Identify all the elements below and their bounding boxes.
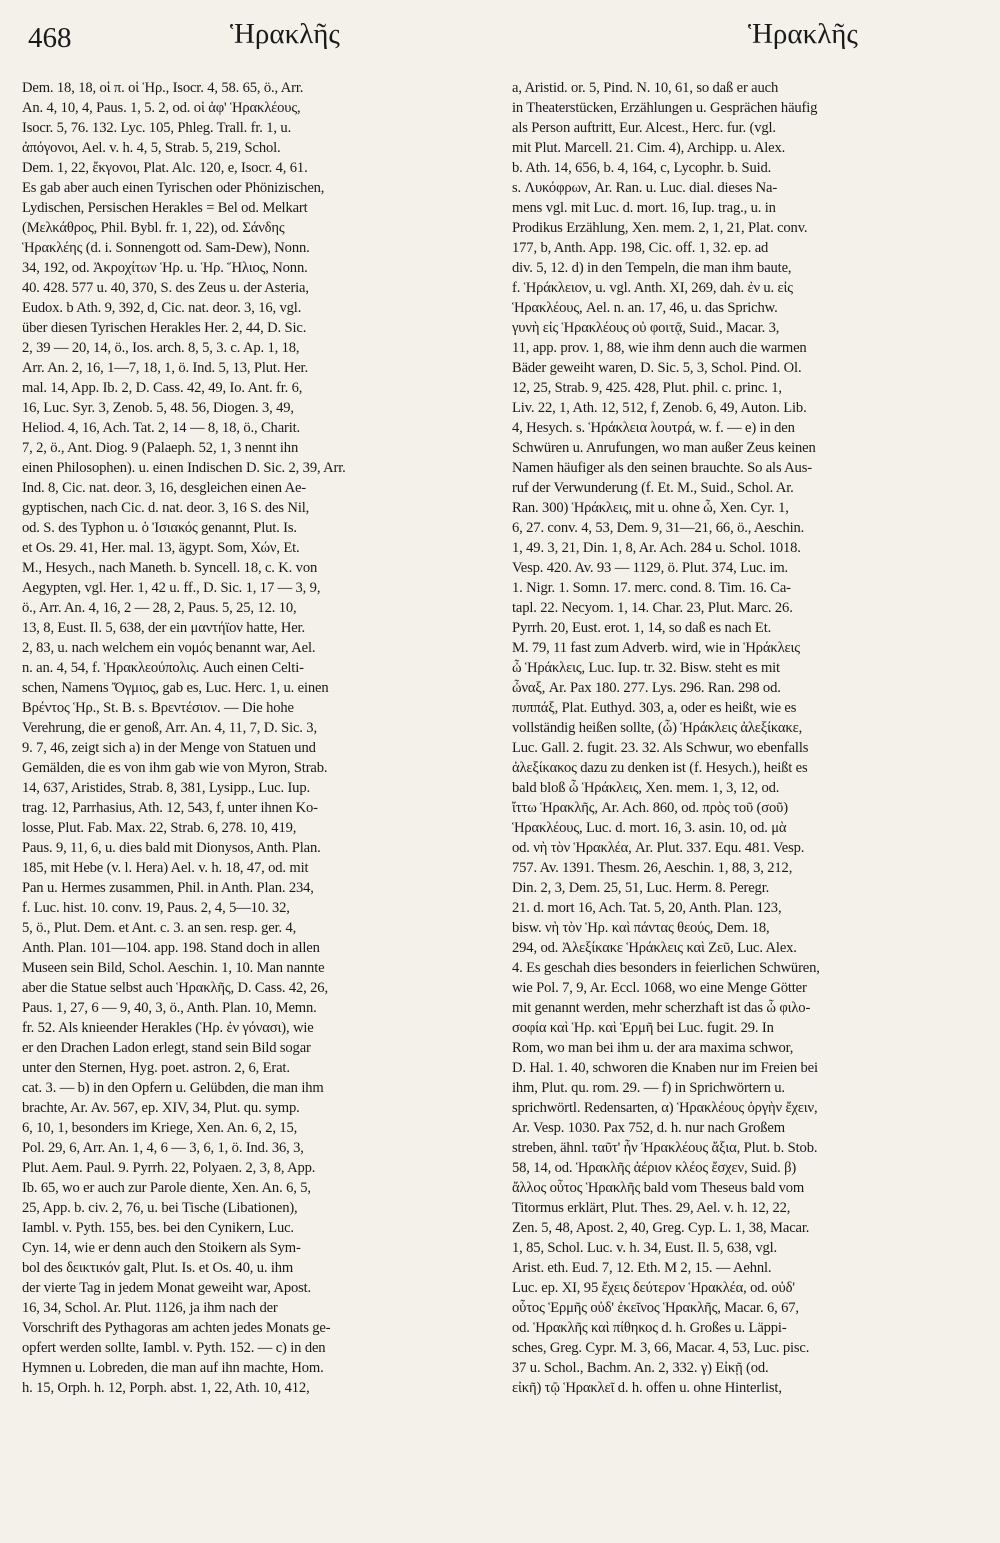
text-line: 34, 192, od. Ἀκροχίτων Ἡρ. u. Ἡρ. Ἥλιος, Nonn.	[22, 260, 308, 276]
text-line: sches, Greg. Cypr. M. 3, 66, Macar. 4, 53, Luc. pisc.	[512, 1340, 810, 1356]
text-line: Isocr. 5, 76. 132. Lyc. 105, Phleg. Trall. fr. 1, u.	[22, 120, 292, 136]
running-head-right: Ἡρακλῆς	[748, 18, 858, 50]
text-line: Βρέντος Ἡρ., St. B. s. Βρεντέσιον. — Die hohe	[22, 700, 294, 716]
text-line: 2, 39 — 20, 14, ö., Ios. arch. 8, 5, 3. c. Ap. 1, 18,	[22, 340, 300, 356]
text-line: der vierte Tag in jedem Monat geweiht war, Apost.	[22, 1280, 312, 1296]
text-line: Ind. 8, Cic. nat. deor. 3, 16, desgleichen einen Ae-	[22, 480, 306, 496]
text-line: f. Luc. hist. 10. conv. 19, Paus. 2, 4, 5—10. 32,	[22, 900, 290, 916]
text-line: cat. 3. — b) in den Opfern u. Gelübden, die man ihm	[22, 1080, 324, 1096]
text-line: mit genannt werden, mehr scherzhaft ist das ὦ φιλο-	[512, 1000, 811, 1016]
text-line: mit Plut. Marcell. 21. Cim. 4), Archipp. u. Alex.	[512, 140, 786, 156]
text-line: An. 4, 10, 4, Paus. 1, 5. 2, od. οἱ ἀφ' Ἡρακλέους,	[22, 100, 301, 116]
text-line: ö., Arr. An. 4, 16, 2 — 28, 2, Paus. 5, 25, 12. 10,	[22, 600, 297, 616]
text-line: bisw. νὴ τὸν Ἡρ. καὶ πάντας θεούς, Dem. 18,	[512, 920, 770, 936]
text-line: 1, 85, Schol. Luc. v. h. 34, Eust. Il. 5, 638, vgl.	[512, 1240, 778, 1256]
text-line: πυππάξ, Plat. Euthyd. 303, a, oder es heißt, wie es	[512, 700, 797, 716]
text-line: 1, 49. 3, 21, Din. 1, 8, Ar. Ach. 284 u. Schol. 1018.	[512, 540, 801, 556]
text-line: od. S. des Typhon u. ὁ Ἰσιακός genannt, Plut. Is.	[22, 520, 297, 536]
text-line: Ar. Vesp. 1030. Pax 752, d. h. nur nach Großem	[512, 1120, 785, 1136]
text-line: Namen häufiger als den seinen brauchte. So als Aus-	[512, 460, 812, 476]
text-column-right	[512, 78, 988, 1530]
text-line: 40. 428. 577 u. 40, 370, S. des Zeus u. der Asteria,	[22, 280, 309, 296]
text-line: 9. 7, 46, zeigt sich a) in der Menge von Statuen und	[22, 740, 316, 756]
text-line: 757. Av. 1391. Thesm. 26, Aeschin. 1, 88, 3, 212,	[512, 860, 793, 876]
text-line: Schwüren u. Anrufungen, wo man außer Zeus keinen	[512, 440, 816, 456]
text-line: fr. 52. Als knieender Herakles (Ἡρ. ἐν γόνασι), wie	[22, 1020, 314, 1036]
text-line: ὦναξ, Ar. Pax 180. 277. Lys. 296. Ran. 298 od.	[512, 680, 781, 696]
text-line: Heliod. 4, 16, Ach. Tat. 2, 14 — 8, 18, ö., Charit.	[22, 420, 301, 436]
text-line: b. Ath. 14, 656, b. 4, 164, c, Lycophr. b. Suid.	[512, 160, 772, 176]
text-line: 1. Nigr. 1. Somn. 17. merc. cond. 8. Tim. 16. Ca-	[512, 580, 791, 596]
text-line: einen Philosophen). u. einen Indischen D. Sic. 2, 39, Arr.	[22, 460, 346, 476]
text-line: ruf der Verwunderung (f. Et. M., Suid., Schol. Ar.	[512, 480, 794, 496]
text-line: Plut. Aem. Paul. 9. Pyrrh. 22, Polyaen. 2, 3, 8, App.	[22, 1160, 316, 1176]
text-line: s. Λυκόφρων, Ar. Ran. u. Luc. dial. dieses Na-	[512, 180, 778, 196]
text-line: Ἡρακλέους, Ael. n. an. 17, 46, u. das Sprichw.	[512, 300, 778, 316]
text-line: mal. 14, App. Ib. 2, D. Cass. 42, 49, Io. Ant. fr. 6,	[22, 380, 303, 396]
running-head-left: Ἡρακλῆς	[230, 18, 340, 50]
text-line: 16, Luc. Syr. 3, Zenob. 5, 48. 56, Diogen. 3, 49,	[22, 400, 294, 416]
text-line: Paus. 1, 27, 6 — 9, 40, 3, ö., Anth. Plan. 10, Memn.	[22, 1000, 317, 1016]
text-line: 5, ö., Plut. Dem. et Ant. c. 3. an sen. resp. ger. 4,	[22, 920, 297, 936]
text-line: Hymnen u. Lobreden, die man auf ihn machte, Hom.	[22, 1360, 324, 1376]
text-line: Ἡρακλέους, Luc. d. mort. 16, 3. asin. 10, od. μὰ	[512, 820, 787, 836]
text-line: Eudox. b Ath. 9, 392, d, Cic. nat. deor. 3, 16, vgl.	[22, 300, 302, 316]
text-line: mens vgl. mit Luc. d. mort. 16, Iup. trag., u. in	[512, 200, 776, 216]
text-line: Museen sein Bild, Schol. Aeschin. 1, 10. Man nannte	[22, 960, 325, 976]
text-line: 21. d. mort 16, Ach. Tat. 5, 20, Anth. Plan. 123,	[512, 900, 782, 916]
text-line: in Theaterstücken, Erzählungen u. Gesprächen häufig	[512, 100, 818, 116]
text-line: 2, 83, u. nach welchem ein νομός benannt war, Ael.	[22, 640, 316, 656]
text-line: 14, 637, Aristides, Strab. 8, 381, Lysipp., Luc. Iup.	[22, 780, 310, 796]
text-line: D. Hal. 1. 40, schworen die Knaben nur im Freien bei	[512, 1060, 818, 1076]
text-line: Vorschrift des Pythagoras am achten jedes Monats ge-	[22, 1320, 331, 1336]
text-line: 177, b, Anth. App. 198, Cic. off. 1, 32. ep. ad	[512, 240, 769, 256]
text-line: ἀπόγονοι, Ael. v. h. 4, 5, Strab. 5, 219, Schol.	[22, 140, 281, 156]
text-line: bol des δεικτικόν galt, Plut. Is. et Os. 40, u. ihm	[22, 1260, 294, 1276]
text-line: Iambl. v. Pyth. 155, bes. bei den Cynikern, Luc.	[22, 1220, 294, 1236]
text-line: über diesen Tyrischen Herakles Her. 2, 44, D. Sic.	[22, 320, 307, 336]
text-line: Titormus erklärt, Plut. Thes. 29, Ael. v. h. 12, 22,	[512, 1200, 791, 1216]
text-line: Arist. eth. Eud. 7, 12. Eth. M 2, 15. — Aehnl.	[512, 1260, 772, 1276]
text-line: Arr. An. 2, 16, 1—7, 18, 1, ö. Ind. 5, 13, Plut. Her.	[22, 360, 308, 376]
text-line: losse, Plut. Fab. Max. 22, Strab. 6, 278. 10, 419,	[22, 820, 297, 836]
text-line: Rom, wo man bei ihm u. der ara maxima schwor,	[512, 1040, 794, 1056]
text-line: Luc. ep. XI, 95 ἔχεις δεύτερον Ἡρακλέα, od. οὐδ'	[512, 1280, 795, 1296]
text-line: Aegypten, vgl. Her. 1, 42 u. ff., D. Sic. 1, 17 — 3, 9,	[22, 580, 321, 596]
text-line: 58, 14, od. Ἡρακλῆς ἀέριον κλέος ἔσχεν, Suid. β)	[512, 1160, 797, 1176]
text-line: Liv. 22, 1, Ath. 12, 512, f, Zenob. 6, 49, Auton. Lib.	[512, 400, 807, 416]
text-line: Cyn. 14, wie er denn auch den Stoikern als Sym-	[22, 1240, 301, 1256]
text-line: 12, 25, Strab. 9, 425. 428, Plut. phil. c. princ. 1,	[512, 380, 782, 396]
text-line: bald bloß ὦ Ἡράκλεις, Xen. mem. 1, 3, 12, od.	[512, 780, 780, 796]
text-line: od. νὴ τὸν Ἡρακλέα, Ar. Plut. 337. Equ. 481. Vesp.	[512, 840, 805, 856]
text-line: ἀλεξίκακος dazu zu denken ist (f. Hesych.), heißt es	[512, 760, 808, 776]
text-line: od. Ἡρακλῆς καὶ πίθηκος d. h. Großes u. Läppi-	[512, 1320, 787, 1336]
text-line: Anth. Plan. 101—104. app. 198. Stand doch in allen	[22, 940, 320, 956]
text-line: 6, 10, 1, besonders im Kriege, Xen. An. 6, 2, 15,	[22, 1120, 298, 1136]
text-line: Pan u. Hermes zusammen, Phil. in Anth. Plan. 234,	[22, 880, 314, 896]
text-line: 4. Es geschah dies besonders in feierlichen Schwüren,	[512, 960, 820, 976]
text-line: Pyrrh. 20, Eust. erot. 1, 14, so daß es nach Et.	[512, 620, 772, 636]
text-line: div. 5, 12. d) in den Tempeln, die man ihm baute,	[512, 260, 792, 276]
text-line: Zen. 5, 48, Apost. 2, 40, Greg. Cyp. L. 1, 38, Macar.	[512, 1220, 810, 1236]
text-line: 25, App. b. civ. 2, 76, u. bei Tische (Libationen),	[22, 1200, 298, 1216]
text-line: εἰκῆ) τῷ Ἡρακλεῖ d. h. offen u. ohne Hinterlist,	[512, 1380, 782, 1396]
text-line: 6, 27. conv. 4, 53, Dem. 9, 31—21, 66, ö., Aeschin.	[512, 520, 805, 536]
text-line: trag. 12, Parrhasius, Ath. 12, 543, f, unter ihnen Ko-	[22, 800, 318, 816]
text-line: n. an. 4, 54, f. Ἡρακλεούπολις. Auch einen Celti-	[22, 660, 304, 676]
text-line: sprichwörtl. Redensarten, α) Ἡρακλέους ὀργὴν ἔχειν,	[512, 1100, 818, 1116]
text-line: ihm, Plut. qu. rom. 29. — f) in Sprichwörtern u.	[512, 1080, 785, 1096]
text-line: Es gab aber auch einen Tyrischen oder Phönizischen,	[22, 180, 325, 196]
text-line: Pol. 29, 6, Arr. An. 1, 4, 6 — 3, 6, 1, ö. Ind. 36, 3,	[22, 1140, 304, 1156]
text-line: Din. 2, 3, Dem. 25, 51, Luc. Herm. 8. Peregr.	[512, 880, 770, 896]
text-line: 4, Hesych. s. Ἡράκλεια λουτρά, w. f. — e) in den	[512, 420, 795, 436]
text-line: M., Hesych., nach Maneth. b. Syncell. 18, c. K. von	[22, 560, 318, 576]
text-line: 7, 2, ö., Ant. Diog. 9 (Palaeph. 52, 1, 3 nennt ihn	[22, 440, 299, 456]
text-line: οὗτος Ἑρμῆς οὐδ' ἐκεῖνος Ἡρακλῆς, Macar. 6, 67,	[512, 1300, 799, 1316]
text-line: er den Drachen Ladon erlegt, stand sein Bild sogar	[22, 1040, 311, 1056]
text-line: Lydischen, Persischen Herakles = Bel od. Melkart	[22, 200, 308, 216]
text-line: Dem. 1, 22, ἔκγονοι, Plat. Alc. 120, e, Isocr. 4, 61.	[22, 160, 308, 176]
text-line: wie Pol. 7, 9, Ar. Eccl. 1068, wo eine Menge Götter	[512, 980, 807, 996]
text-line: 11, app. prov. 1, 88, wie ihm denn auch die warmen	[512, 340, 807, 356]
text-line: Ἡρακλέης (d. i. Sonnengott od. Sam-Dew), Nonn.	[22, 240, 310, 256]
text-line: h. 15, Orph. h. 12, Porph. abst. 1, 22, Ath. 10, 412,	[22, 1380, 310, 1396]
text-line: 185, mit Hebe (v. l. Hera) Ael. v. h. 18, 47, od. mit	[22, 860, 309, 876]
text-line: et Os. 29. 41, Her. mal. 13, ägypt. Som, Χών, Et.	[22, 540, 300, 556]
text-line: σοφία καὶ Ἡρ. καὶ Ἑρμῆ bei Luc. fugit. 29. In	[512, 1020, 774, 1036]
text-line: Verehrung, die er genoß, Arr. An. 4, 11, 7, D. Sic. 3,	[22, 720, 317, 736]
text-line: Vesp. 420. Av. 93 — 1129, ö. Plut. 374, Luc. im.	[512, 560, 789, 576]
text-line: Dem. 18, 18, οἱ π. οἱ Ἡρ., Isocr. 4, 58. 65, ö., Arr.	[22, 80, 304, 96]
text-line: 37 u. Schol., Bachm. An. 2, 332. γ) Εἰκῇ (od.	[512, 1360, 769, 1376]
text-line: streben, ähnl. ταῦτ' ἦν Ἡρακλέους ἄξια, Plut. b. Stob.	[512, 1140, 818, 1156]
text-line: M. 79, 11 fast zum Adverb. wird, wie in Ἡράκλεις	[512, 640, 800, 656]
page-header	[0, 18, 1000, 68]
text-line: gyptischen, nach Cic. d. nat. deor. 3, 16 S. des Nil,	[22, 500, 310, 516]
text-line: Gemälden, die es von ihm gab wie von Myron, Strab.	[22, 760, 328, 776]
text-line: vollständig heißen sollte, (ὦ) Ἡράκλεις ἀλεξίκακε,	[512, 720, 803, 736]
text-line: aber die Statue selbst auch Ἡρακλῆς, D. Cass. 42, 26,	[22, 980, 328, 996]
text-line: γυνὴ εἰς Ἡρακλέους οὐ φοιτᾷ, Suid., Macar. 3,	[512, 320, 780, 336]
text-line: 16, 34, Schol. Ar. Plut. 1126, ja ihm nach der	[22, 1300, 278, 1316]
text-line: tapl. 22. Necyom. 1, 14. Char. 23, Plut. Marc. 26.	[512, 600, 793, 616]
text-line: a, Aristid. or. 5, Pind. N. 10, 61, so daß er auch	[512, 80, 779, 96]
text-column-left	[22, 78, 498, 1530]
text-line: schen, Namens Ὄγμιος, gab es, Luc. Herc. 1, u. einen	[22, 680, 329, 696]
text-line: Bäder geweiht waren, D. Sic. 5, 3, Schol. Pind. Ol.	[512, 360, 802, 376]
text-line: (Μελκάθρος, Phil. Bybl. fr. 1, 22), od. Σάνδης	[22, 220, 285, 236]
text-line: brachte, Ar. Av. 567, ep. XIV, 34, Plut. qu. symp.	[22, 1100, 300, 1116]
text-line: Ib. 65, wo er auch zur Parole diente, Xen. An. 6, 5,	[22, 1180, 311, 1196]
text-line: ὦ Ἡράκλεις, Luc. Iup. tr. 32. Bisw. steht es mit	[512, 660, 780, 676]
page-number: 468	[28, 22, 72, 54]
text-line: f. Ἡράκλειον, u. vgl. Anth. XI, 269, dah. ἐν u. εἰς	[512, 280, 793, 296]
text-line: 294, od. Ἀλεξίκακε Ἡράκλεις καὶ Ζεῦ, Luc. Alex.	[512, 940, 797, 956]
text-line: als Person auftritt, Eur. Alcest., Herc. fur. (vgl.	[512, 120, 776, 136]
text-line: unter den Sternen, Hyg. poet. astron. 2, 6, Erat.	[22, 1060, 290, 1076]
text-line: ἴττω Ἡρακλῆς, Ar. Ach. 860, od. πρὸς τοῦ (σοῦ)	[512, 800, 788, 816]
text-line: Luc. Gall. 2. fugit. 23. 32. Als Schwur, wo ebenfalls	[512, 740, 809, 756]
text-line: ἄλλος οὗτος Ἡρακλῆς bald vom Theseus bald vom	[512, 1180, 805, 1196]
text-line: Ran. 300) Ἡράκλεις, mit u. ohne ὦ, Xen. Cyr. 1,	[512, 500, 789, 516]
text-line: Paus. 9, 11, 6, u. dies bald mit Dionysos, Anth. Plan.	[22, 840, 321, 856]
text-line: 13, 8, Eust. Il. 5, 638, der ein μαντήϊον hatte, Her.	[22, 620, 305, 636]
text-line: Prodikus Erzählung, Xen. mem. 2, 1, 21, Plat. conv.	[512, 220, 808, 236]
text-line: opfert werden sollte, Iambl. v. Pyth. 152. — c) in den	[22, 1340, 326, 1356]
